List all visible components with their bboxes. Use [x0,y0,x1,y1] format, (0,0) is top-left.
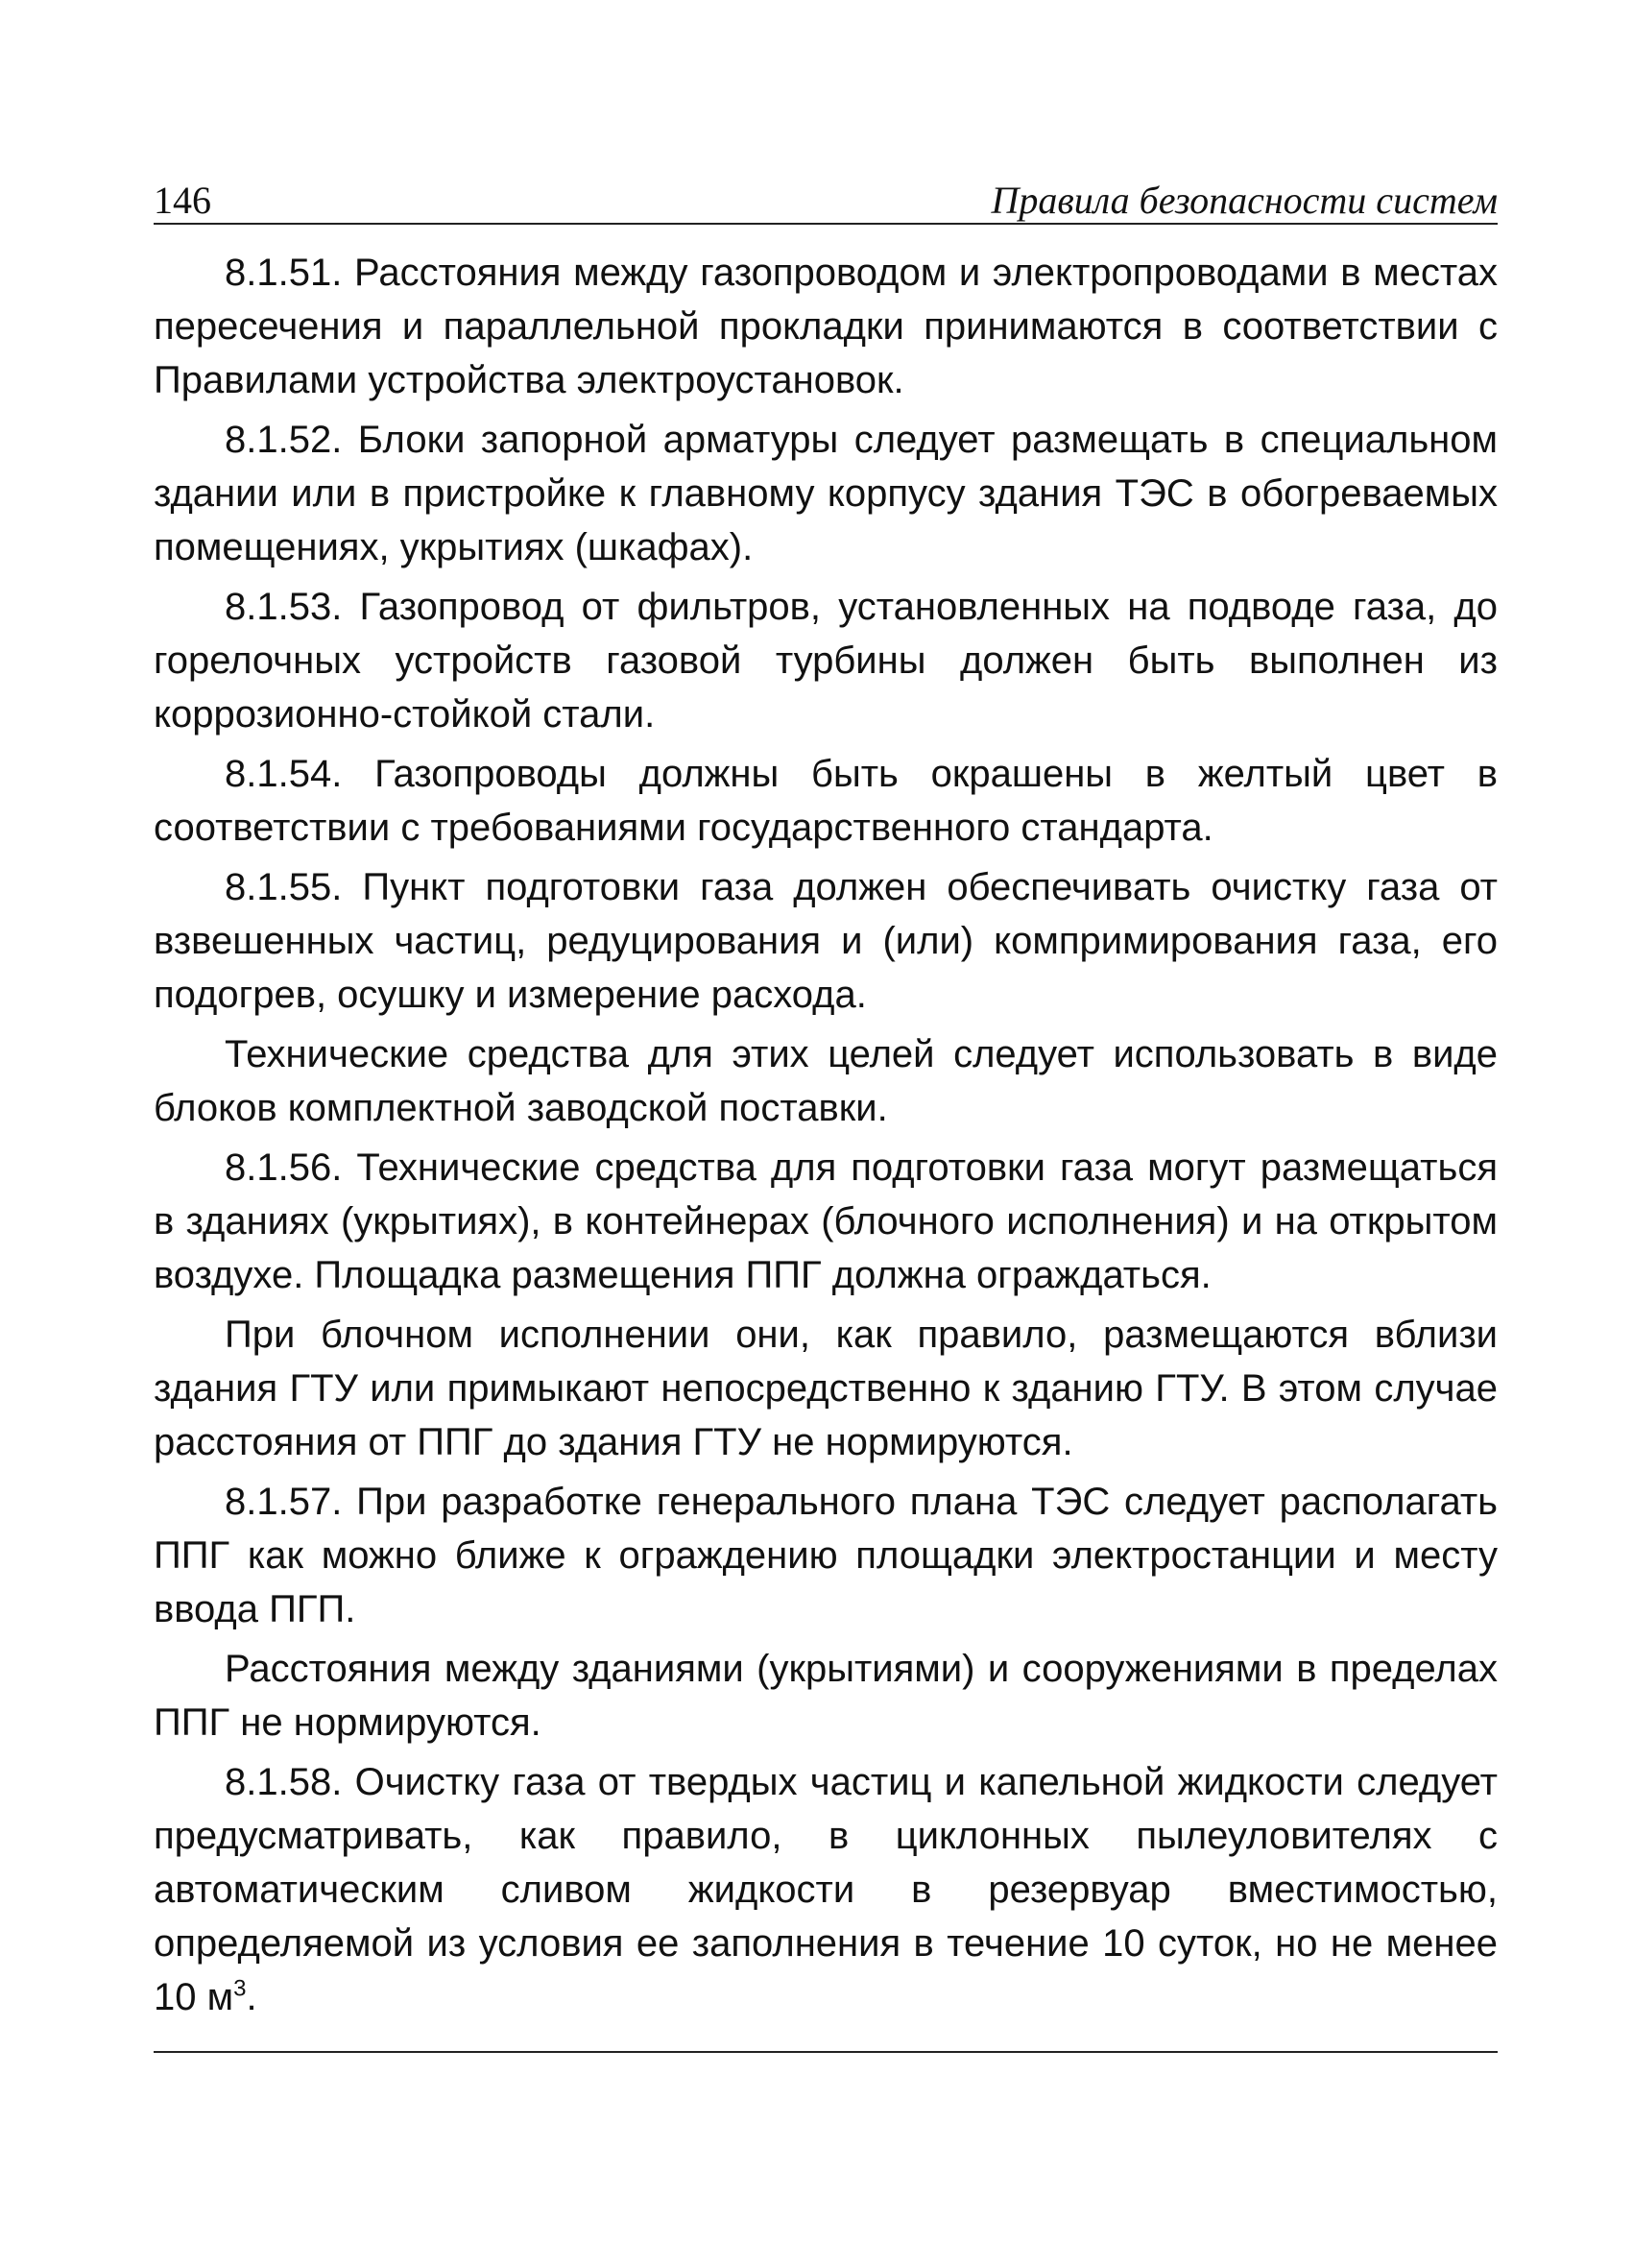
running-title: Правила безопасности систем [991,179,1498,222]
body-text [154,246,1498,2024]
paragraph-8-1-57: 8.1.57. При разработке генерального плана ТЭС следует располагать ППГ как можно ближе к ограждению площадки электростанции и месту ввода ПГП. [154,1481,1498,1630]
paragraph-8-1-52: 8.1.52. Блоки запорной арматуры следует размещать в специальном здании или в пристройке к главному корпусу здания ТЭС в обогреваемых помещениях, укрытиях (шкафах). [154,419,1498,568]
paragraph-8-1-54: 8.1.54. Газопроводы должны быть окрашены в желтый цвет в соответствии с требованиями государственного стандарта. [154,753,1498,849]
paragraph-technical-means: Технические средства для этих целей следует использовать в виде блоков комплектной заводской поставки. [154,1033,1498,1129]
paragraph-8-1-51: 8.1.51. Расстояния между газопроводом и электропроводами в местах пересечения и параллельной прокладки принимаются в соответствии с Правилами устройства электроустановок. [154,252,1498,401]
paragraph-8-1-58-text: 8.1.58. Очистку газа от твердых частиц и капельной жидкости следует предусматривать, как правило, в циклонных пылеуловителях с автоматическим сливом жидкости в резервуар вместимостью, определяемой из условия ее заполнения в течение 10 суток, но не менее 10 м [154,1761,1498,2018]
document-page [154,173,1498,2053]
paragraph-8-1-56: 8.1.56. Технические средства для подготовки газа могут размещаться в зданиях (укрытиях), в контейнерах (блочного исполнения) и на открытом воздухе. Площадка размещения ППГ должна ограждаться. [154,1146,1498,1296]
page-number: 146 [154,179,211,222]
paragraph-8-1-53: 8.1.53. Газопровод от фильтров, установленных на подводе газа, до горелочных устройств газовой турбины должен быть выполнен из коррозионно-стойкой стали. [154,586,1498,736]
running-header [154,173,1498,225]
cubic-superscript: 3 [233,1975,247,2002]
paragraph-8-1-58-ending: . [246,1976,257,2018]
paragraph-block-execution: При блочном исполнении они, как правило, размещаются вблизи здания ГТУ или примыкают непосредственно к зданию ГТУ. В этом случае расстояния от ППГ до здания ГТУ не нормируются. [154,1314,1498,1463]
paragraph-8-1-55: 8.1.55. Пункт подготовки газа должен обеспечивать очистку газа от взвешенных частиц, редуцирования и (или) компримирования газа, его подогрев, осушку и измерение расхода. [154,866,1498,1016]
bottom-rule [154,2051,1498,2053]
paragraph-8-1-58 [154,1755,1498,2024]
paragraph-distances-ppg: Расстояния между зданиями (укрытиями) и сооружениями в пределах ППГ не нормируются. [154,1648,1498,1744]
